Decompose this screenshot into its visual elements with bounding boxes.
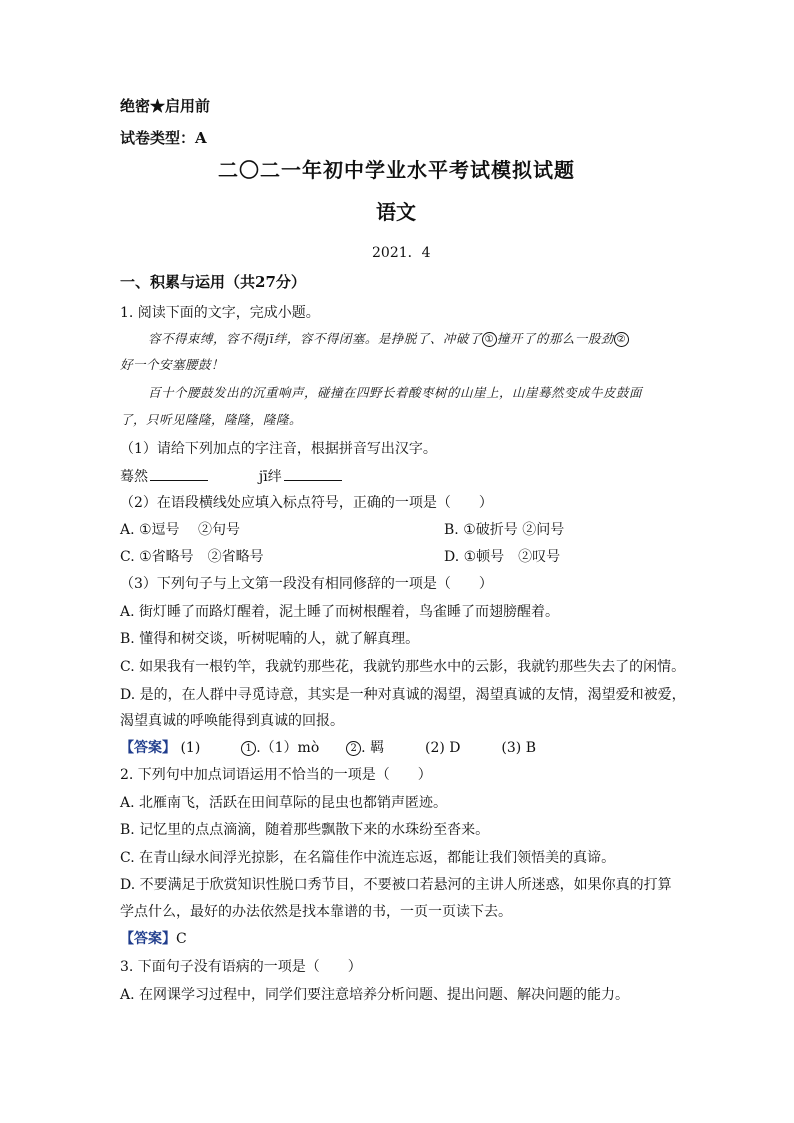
answer-row — [120, 929, 187, 949]
question-stem: 2. 下列句中加点词语运用不恰当的一项是（ ） — [120, 767, 432, 783]
answer-text: . 羁 — [361, 740, 385, 756]
answer-text: C — [176, 931, 187, 947]
paper-type: 试卷类型：A — [120, 129, 207, 147]
answer-marker-1: 1 — [241, 741, 256, 756]
answer-text: (2) D — [424, 740, 461, 756]
option: A. 北雁南飞，活跃在田间草际的昆虫也都销声匿迹。 — [120, 795, 448, 811]
option: A. 在网课学习过程中，同学们要注意培养分析问题、提出问题、解决问题的能力。 — [120, 987, 630, 1003]
passage-line: 了，只听见隆隆，隆隆，隆隆。 — [120, 412, 303, 427]
passage-line: 好一个安塞腰鼓！ — [120, 357, 225, 372]
answer-tag: 【答案】 — [120, 931, 176, 947]
secret-label: 绝密★启用前 — [120, 97, 211, 115]
option: C. 如果我有一根钓竿，我就钓那些花，我就钓那些水中的云影，我就钓那些失去了的闲情。 — [120, 659, 686, 675]
answer-row — [120, 738, 536, 758]
option: B. 记忆里的点点滴滴，随着那些飘散下来的水珠纷至沓来。 — [120, 822, 490, 838]
page-title: 二〇二一年初中学业水平考试模拟试题 — [218, 158, 575, 182]
blank-marker-2: ② — [614, 332, 629, 347]
answer-blank — [284, 466, 342, 481]
blank-label: jī绊 — [258, 469, 282, 485]
option: A. ①逗号 ②句号 — [120, 522, 241, 538]
fill-blanks-row — [120, 466, 342, 487]
option: C. ①省略号 ②省略号 — [120, 549, 264, 565]
option: D. 不要满足于欣赏知识性脱口秀节目，不要被口若悬河的主讲人所迷惑，如果你真的打算 — [120, 877, 672, 893]
option: A. 街灯睡了而路灯醒着，泥土睡了而树根醒着，鸟雀睡了而翅膀醒着。 — [120, 604, 560, 620]
passage-line — [148, 329, 629, 349]
sub-question: （2）在语段横线处应填入标点符号，正确的一项是（ ） — [120, 495, 493, 511]
passage-line: 百十个腰鼓发出的沉重响声，碰撞在四野长着酸枣树的山崖上，山崖蓦然变成牛皮鼓面 — [148, 385, 643, 400]
exam-date: 2021．4 — [372, 245, 431, 261]
answer-text: .（1）mò — [256, 740, 320, 756]
answer-tag: 【答案】 — [120, 740, 176, 756]
blank-marker-1: ① — [482, 332, 497, 347]
passage-text: 容不得束缚，容不得jī绊，容不得闭塞。是挣脱了、冲破了 — [148, 331, 482, 346]
question-stem: 1. 阅读下面的文字，完成小题。 — [120, 305, 320, 321]
subject-title: 语文 — [376, 200, 416, 224]
option: B. ①破折号 ②问号 — [444, 522, 565, 538]
answer-marker-2: 2 — [346, 741, 361, 756]
option: B. 懂得和树交谈，听树呢喃的人，就了解真理。 — [120, 631, 420, 647]
sub-question: （3）下列句子与上文第一段没有相同修辞的一项是（ ） — [120, 576, 493, 592]
answer-text: (1) — [180, 740, 201, 756]
option: C. 在青山绿水间浮光掠影，在名篇佳作中流连忘返，都能让我们领悟美的真谛。 — [120, 850, 616, 866]
option-continued: 学点什么，最好的办法依然是找本靠谱的书，一页一页读下去。 — [120, 904, 512, 920]
answer-text: (3) B — [501, 740, 536, 756]
option: D. ①顿号 ②叹号 — [444, 549, 561, 565]
blank-label: 蓦然 — [120, 469, 148, 485]
option: D. 是的，在人群中寻觅诗意，其实是一种对真诚的渴望，渴望真诚的友情，渴望爱和被爱， — [120, 687, 686, 703]
section-heading: 一、积累与运用（共27分） — [120, 273, 306, 291]
option-continued: 渴望真诚的呼唤能得到真诚的回报。 — [120, 713, 344, 729]
answer-blank — [150, 466, 208, 481]
passage-text: 撞开了的那么一股劲 — [496, 331, 614, 346]
question-stem: 3. 下面句子没有语病的一项是（ ） — [120, 959, 362, 975]
sub-question: （1）请给下列加点的字注音，根据拼音写出汉字。 — [120, 441, 437, 457]
